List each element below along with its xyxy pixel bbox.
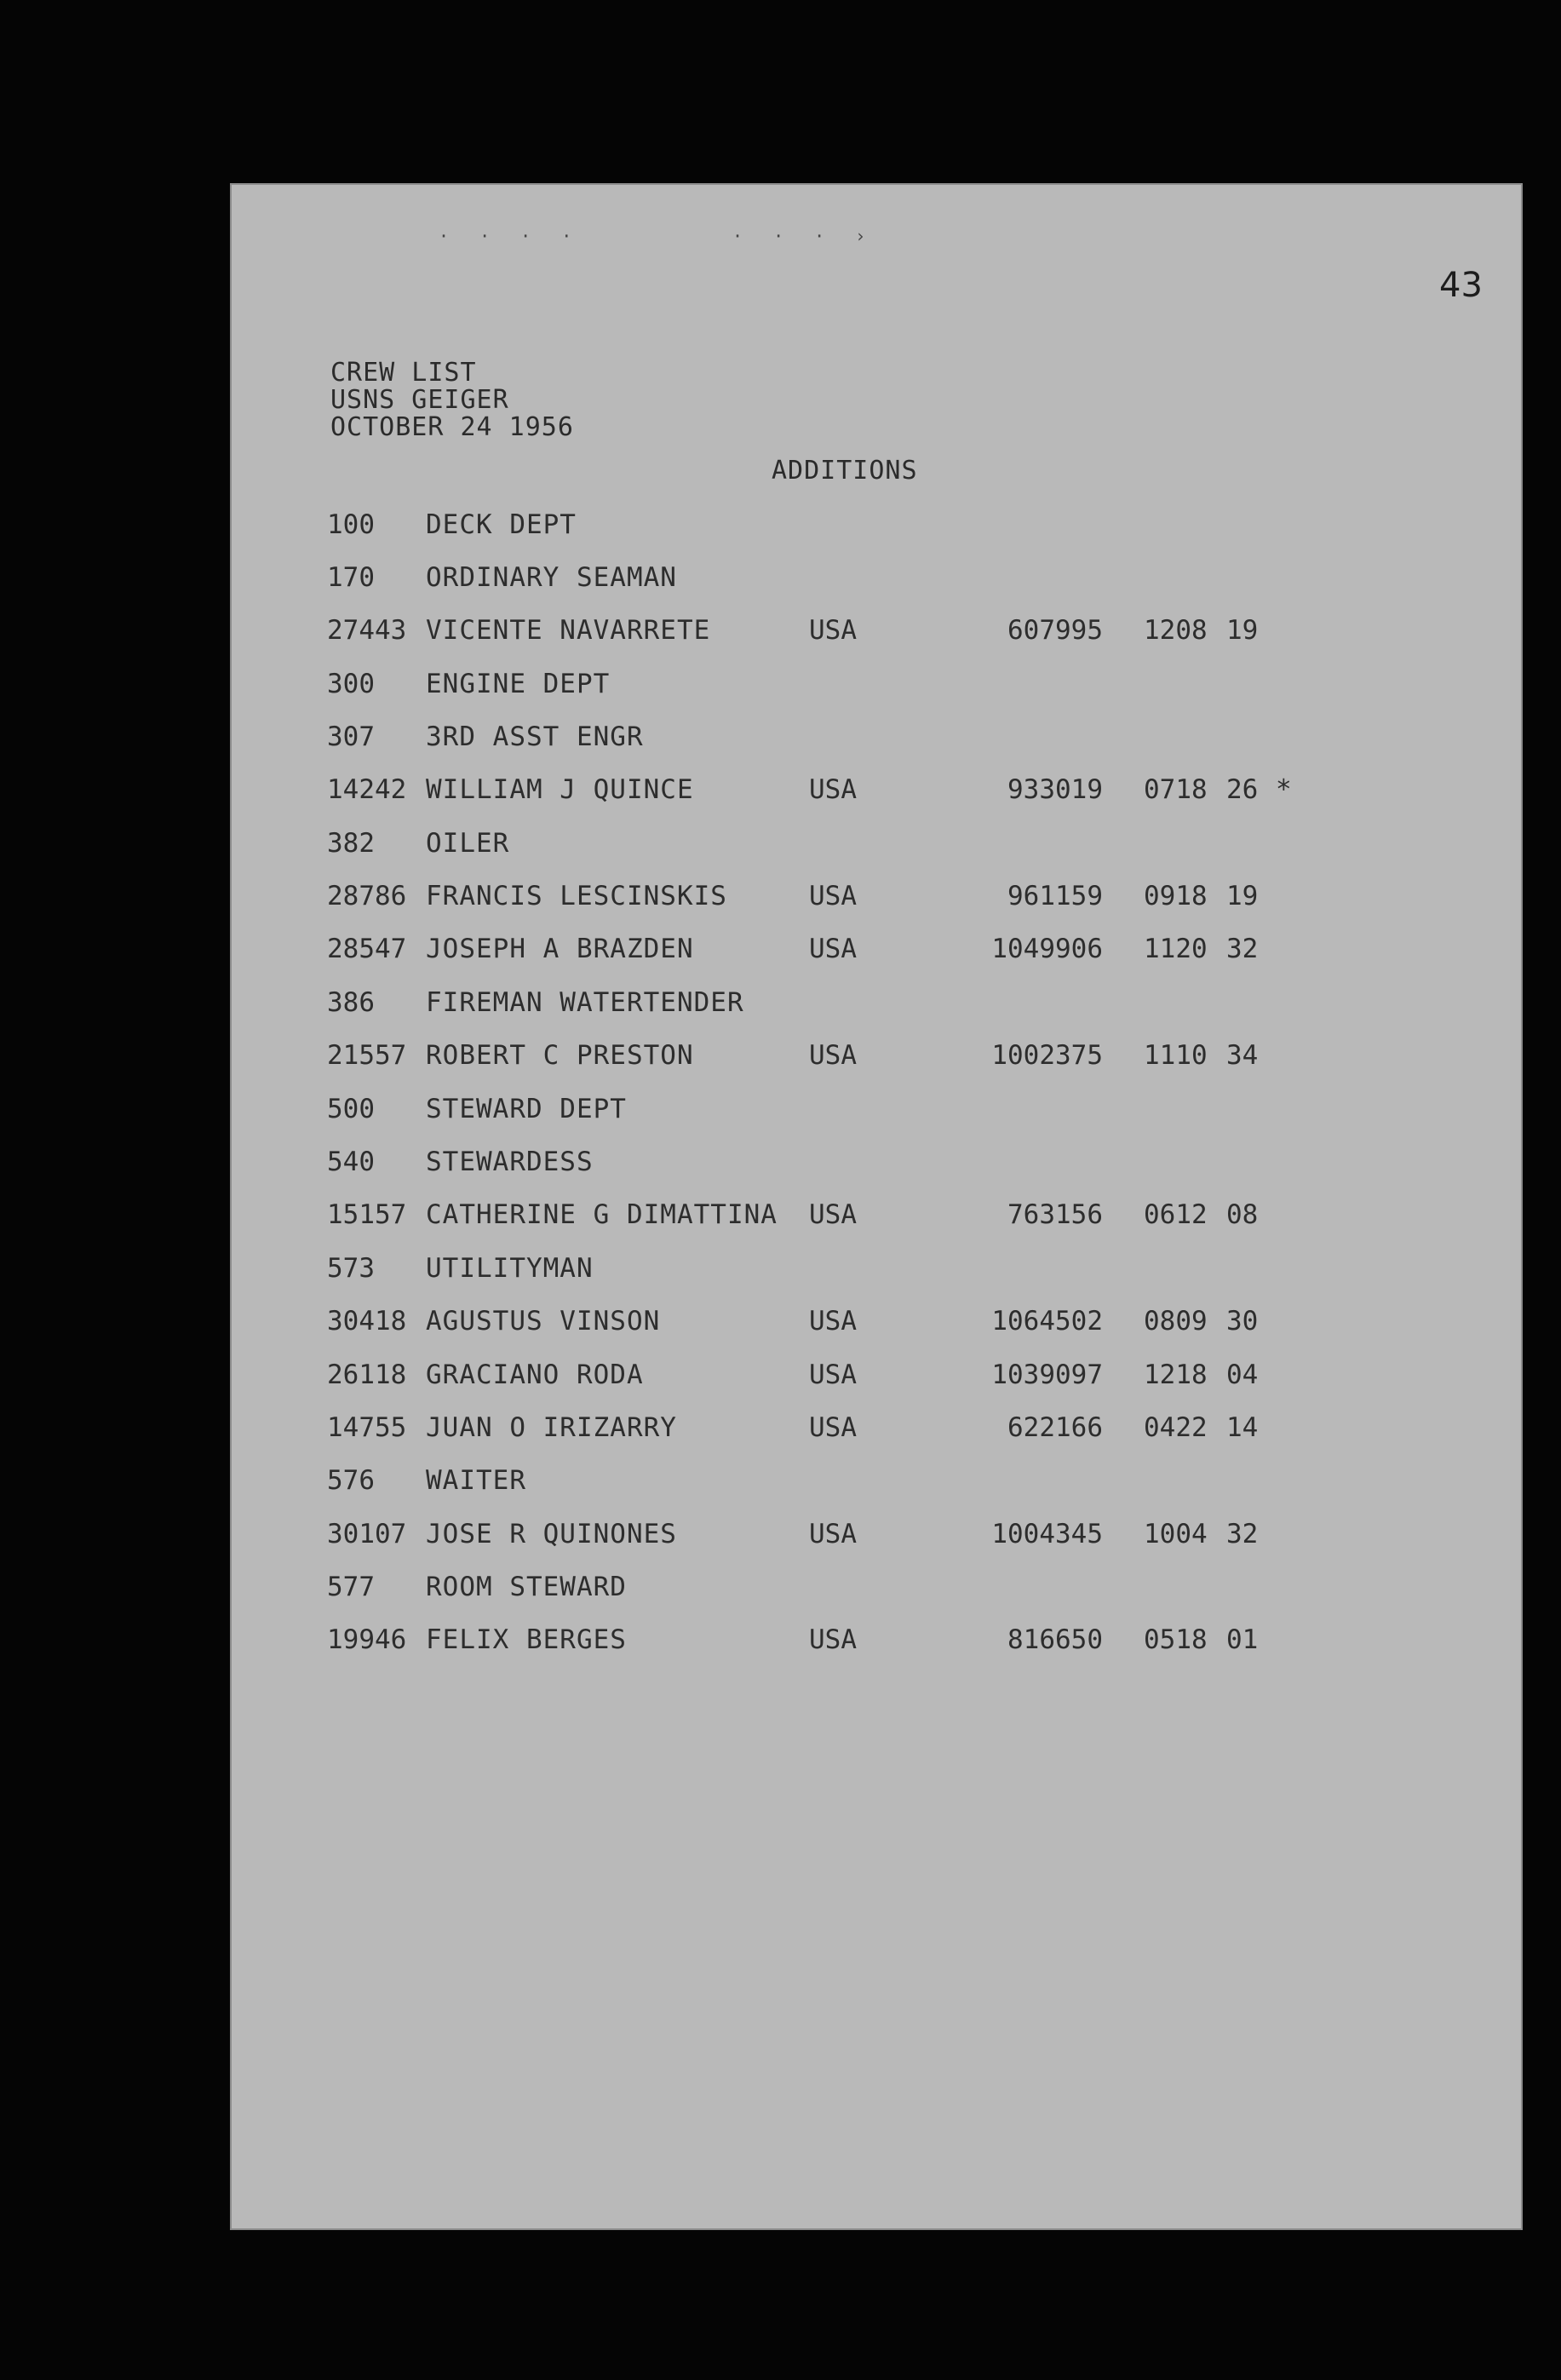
row-name: OILER	[426, 828, 510, 859]
row-code: 28547	[327, 934, 407, 964]
table-row	[0, 987, 1561, 1023]
row-name: CATHERINE G DIMATTINA	[426, 1199, 778, 1230]
row-code: 540	[327, 1147, 375, 1177]
row-age: 08	[1226, 1199, 1259, 1230]
row-name: 3RD ASST ENGR	[426, 721, 644, 752]
row-date: 1208	[1144, 615, 1208, 646]
row-nationality: USA	[809, 1360, 857, 1390]
table-row	[0, 1360, 1561, 1395]
row-number: 1002375	[991, 1040, 1103, 1071]
table-row	[0, 1094, 1561, 1130]
row-name: ROOM STEWARD	[426, 1572, 627, 1602]
crew-list-title: CREW LIST	[330, 358, 477, 388]
row-date: 0422	[1144, 1412, 1208, 1443]
row-name: FELIX BERGES	[426, 1624, 627, 1655]
row-code: 577	[327, 1572, 375, 1602]
row-name: ORDINARY SEAMAN	[426, 562, 677, 593]
row-code: 26118	[327, 1360, 407, 1390]
row-date: 0809	[1144, 1306, 1208, 1337]
table-row	[0, 1519, 1561, 1555]
row-number: 816650	[1007, 1624, 1103, 1655]
row-date: 0718	[1144, 774, 1208, 805]
row-nationality: USA	[809, 774, 857, 805]
row-mark: *	[1276, 774, 1292, 805]
row-code: 576	[327, 1465, 375, 1496]
row-code: 21557	[327, 1040, 407, 1071]
row-date: 0918	[1144, 881, 1208, 911]
row-age: 01	[1226, 1624, 1259, 1655]
row-number: 1004345	[991, 1519, 1103, 1549]
row-name: WILLIAM J QUINCE	[426, 774, 694, 805]
row-code: 14755	[327, 1412, 407, 1443]
page-number: 43	[1439, 266, 1483, 305]
row-name: ROBERT C PRESTON	[426, 1040, 694, 1071]
table-row	[0, 774, 1561, 810]
row-number: 1039097	[991, 1360, 1103, 1390]
row-date: 1004	[1144, 1519, 1208, 1549]
row-code: 170	[327, 562, 375, 593]
row-age: 34	[1226, 1040, 1259, 1071]
row-code: 14242	[327, 774, 407, 805]
row-name: DECK DEPT	[426, 509, 577, 540]
row-date: 0518	[1144, 1624, 1208, 1655]
table-row	[0, 934, 1561, 969]
row-age: 04	[1226, 1360, 1259, 1390]
row-name: FIREMAN WATERTENDER	[426, 987, 744, 1018]
table-row	[0, 615, 1561, 651]
row-code: 30107	[327, 1519, 407, 1549]
table-row	[0, 562, 1561, 598]
row-number: 622166	[1007, 1412, 1103, 1443]
table-row	[0, 828, 1561, 864]
row-name: VICENTE NAVARRETE	[426, 615, 711, 646]
section-title-additions: ADDITIONS	[772, 456, 918, 486]
table-row	[0, 1199, 1561, 1235]
row-name: GRACIANO RODA	[426, 1360, 644, 1390]
row-age: 19	[1226, 615, 1259, 646]
document-date: OCTOBER 24 1956	[330, 412, 574, 442]
table-row	[0, 1572, 1561, 1607]
row-code: 386	[327, 987, 375, 1018]
row-code: 382	[327, 828, 375, 859]
row-nationality: USA	[809, 1199, 857, 1230]
row-code: 307	[327, 721, 375, 752]
row-name: STEWARDESS	[426, 1147, 594, 1177]
row-date: 1218	[1144, 1360, 1208, 1390]
row-name: JOSEPH A BRAZDEN	[426, 934, 694, 964]
row-age: 32	[1226, 934, 1259, 964]
row-number: 933019	[1007, 774, 1103, 805]
table-row	[0, 509, 1561, 545]
ship-name: USNS GEIGER	[330, 385, 509, 415]
row-nationality: USA	[809, 881, 857, 911]
row-date: 0612	[1144, 1199, 1208, 1230]
row-nationality: USA	[809, 934, 857, 964]
row-code: 300	[327, 669, 375, 699]
row-name: ENGINE DEPT	[426, 669, 611, 699]
row-code: 100	[327, 509, 375, 540]
row-code: 573	[327, 1253, 375, 1284]
table-row	[0, 881, 1561, 917]
row-age: 19	[1226, 881, 1259, 911]
table-row	[0, 721, 1561, 757]
row-nationality: USA	[809, 615, 857, 646]
row-name: STEWARD DEPT	[426, 1094, 627, 1124]
row-age: 14	[1226, 1412, 1259, 1443]
row-name: UTILITYMAN	[426, 1253, 594, 1284]
table-row	[0, 669, 1561, 704]
row-number: 1049906	[991, 934, 1103, 964]
table-row	[0, 1465, 1561, 1501]
row-name: AGUSTUS VINSON	[426, 1306, 661, 1337]
row-code: 15157	[327, 1199, 407, 1230]
row-number: 763156	[1007, 1199, 1103, 1230]
table-row	[0, 1147, 1561, 1182]
decorative-punch-dots: · · · ·	[439, 226, 583, 246]
row-name: JUAN O IRIZARRY	[426, 1412, 677, 1443]
row-number: 961159	[1007, 881, 1103, 911]
table-row	[0, 1306, 1561, 1342]
row-date: 1120	[1144, 934, 1208, 964]
row-name: FRANCIS LESCINSKIS	[426, 881, 727, 911]
decorative-punch-dots-right: · · · ›	[732, 226, 876, 246]
row-nationality: USA	[809, 1412, 857, 1443]
row-code: 30418	[327, 1306, 407, 1337]
row-age: 32	[1226, 1519, 1259, 1549]
row-code: 28786	[327, 881, 407, 911]
row-age: 26	[1226, 774, 1259, 805]
row-name: JOSE R QUINONES	[426, 1519, 677, 1549]
row-age: 30	[1226, 1306, 1259, 1337]
table-row	[0, 1412, 1561, 1448]
row-date: 1110	[1144, 1040, 1208, 1071]
table-row	[0, 1253, 1561, 1289]
row-nationality: USA	[809, 1519, 857, 1549]
table-row	[0, 1040, 1561, 1076]
row-number: 607995	[1007, 615, 1103, 646]
row-code: 500	[327, 1094, 375, 1124]
row-name: WAITER	[426, 1465, 526, 1496]
row-nationality: USA	[809, 1040, 857, 1071]
table-row	[0, 1624, 1561, 1660]
row-nationality: USA	[809, 1306, 857, 1337]
row-code: 19946	[327, 1624, 407, 1655]
row-number: 1064502	[991, 1306, 1103, 1337]
row-nationality: USA	[809, 1624, 857, 1655]
row-code: 27443	[327, 615, 407, 646]
